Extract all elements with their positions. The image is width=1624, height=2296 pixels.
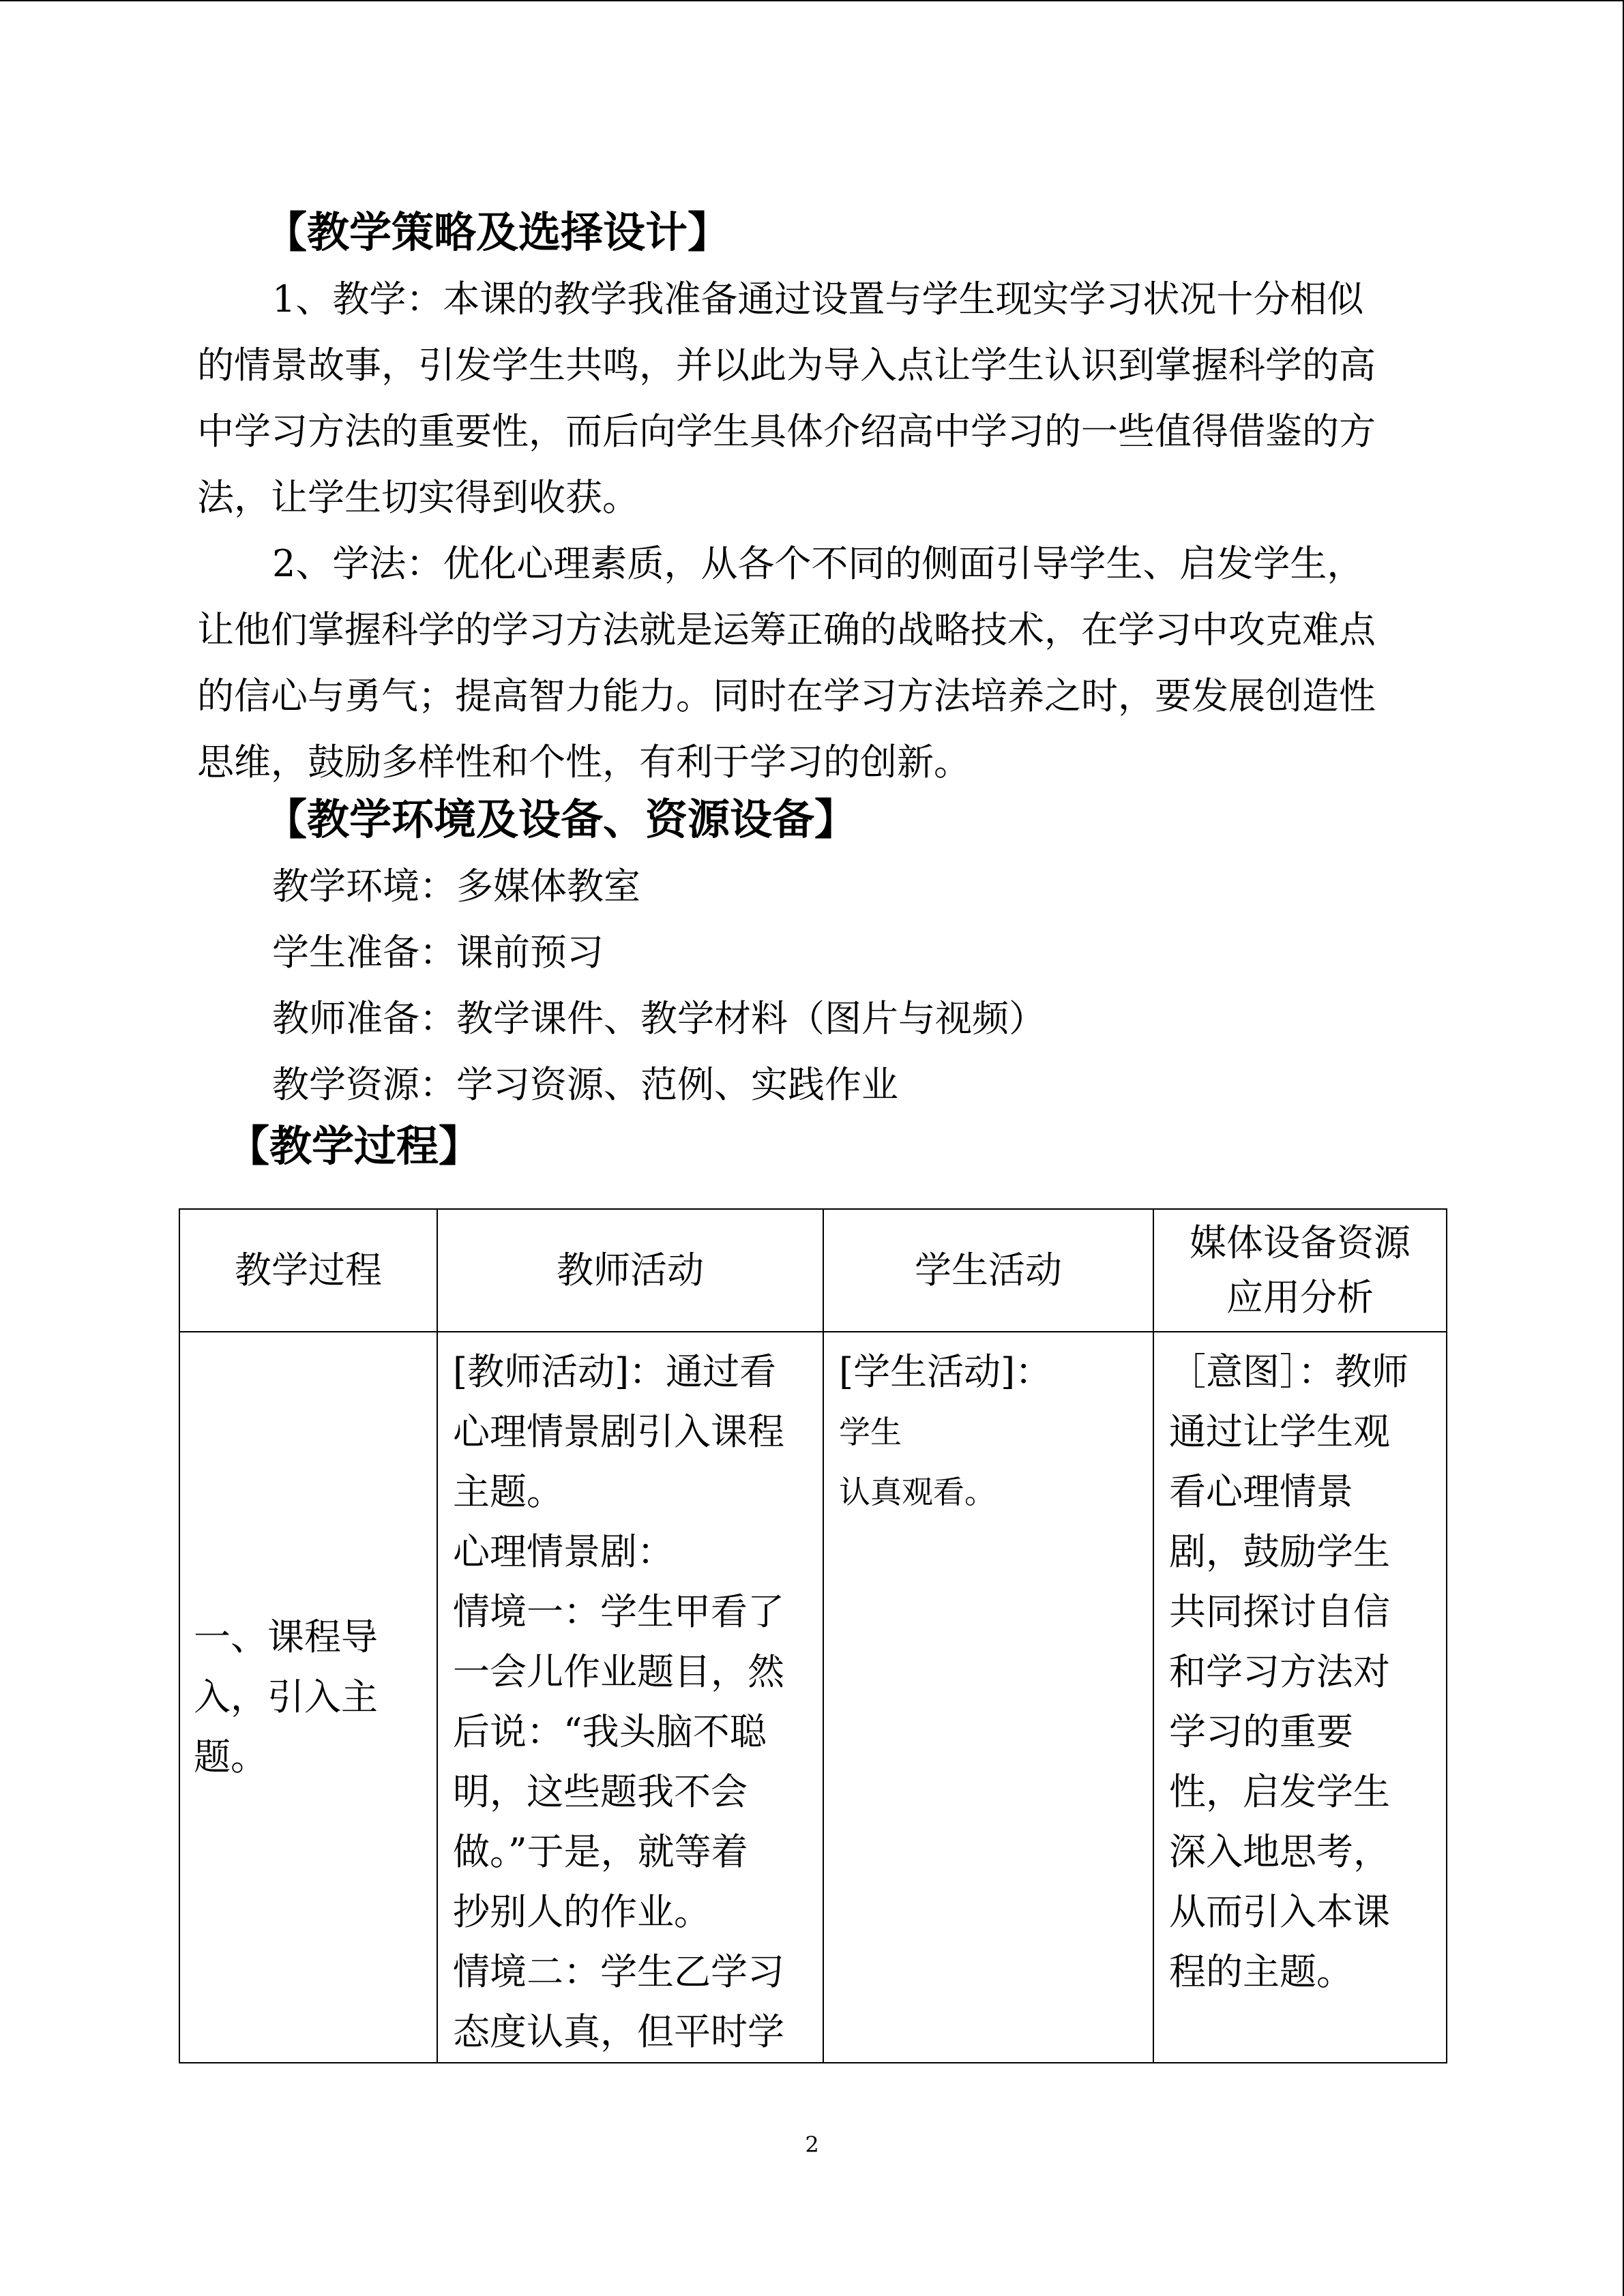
strategy-item-2-line: 2、学法：优化心理素质，从各个不同的侧面引导学生、启发学生， <box>272 542 1364 585</box>
column-header-student: 学生活动 <box>823 1209 1153 1332</box>
media-line: 程的主题。 <box>1169 1950 1353 1993</box>
strategy-item-2 <box>197 531 1415 795</box>
environment-item: 学生准备：课前预习 <box>272 931 604 974</box>
strategy-item-2-line: 让他们掌握科学的学习方法就是运筹正确的战略技术，在学习中攻克难点 <box>197 608 1376 651</box>
student-line <box>839 1342 1140 1462</box>
teacher-line: 后说：“我头脑不聪 <box>453 1710 767 1753</box>
teacher-line: 抄别人的作业。 <box>453 1890 711 1933</box>
environment-item: 教学环境：多媒体教室 <box>272 865 640 908</box>
column-header-stage: 教学过程 <box>179 1209 437 1332</box>
strategy-item-1-line: 法，让学生切实得到收获。 <box>197 476 639 519</box>
media-line: 通过让学生观 <box>1169 1410 1390 1453</box>
media-line: 看心理情景 <box>1169 1470 1353 1513</box>
student-line: 认真观看。 <box>839 1474 996 1510</box>
column-header-media-line: 媒体设备资源 <box>1190 1221 1411 1264</box>
strategy-item-1-line: 1、教学：本课的教学我准备通过设置与学生现实学习状况十分相似 <box>272 278 1364 320</box>
student-activity-prefix: [学生活动]： <box>839 1350 1052 1393</box>
student-activity-text: 学生 <box>839 1414 902 1450</box>
strategy-item-1-line: 的情景故事，引发学生共鸣，并以此为导入点让学生认识到掌握科学的高 <box>197 344 1376 387</box>
media-line: 共同探讨自信 <box>1169 1590 1390 1633</box>
teacher-line: 态度认真，但平时学 <box>453 2010 784 2053</box>
stage-line: 入，引入主 <box>194 1675 378 1718</box>
student-activity-cell <box>823 1332 1153 2063</box>
media-line: 和学习方法对 <box>1169 1650 1390 1693</box>
media-line: 剧，鼓励学生 <box>1169 1530 1390 1573</box>
teacher-line: [教师活动]：通过看 <box>453 1350 777 1393</box>
environment-item: 教学资源：学习资源、范例、实践作业 <box>272 1063 898 1106</box>
strategy-item-1-line: 中学习方法的重要性，而后向学生具体介绍高中学习的一些值得借鉴的方 <box>197 410 1376 453</box>
teacher-line: 主题。 <box>453 1470 563 1513</box>
teacher-line: 一会儿作业题目，然 <box>453 1650 784 1693</box>
process-heading: 【教学过程】 <box>227 1121 482 1171</box>
environment-list <box>272 853 1432 1118</box>
media-line: 性，启发学生 <box>1169 1770 1390 1813</box>
column-header-media-line: 应用分析 <box>1226 1276 1374 1319</box>
media-analysis-cell <box>1153 1332 1447 2063</box>
media-line: 学习的重要 <box>1169 1710 1353 1753</box>
page-number: 2 <box>805 2132 819 2158</box>
teacher-line: 做。”于是，就等着 <box>453 1830 748 1873</box>
teacher-line: 情境二：学生乙学习 <box>453 1950 784 1993</box>
strategy-heading: 【教学策略及选择设计】 <box>265 207 730 257</box>
media-line: 深入地思考， <box>1169 1830 1390 1873</box>
media-line: 从而引入本课 <box>1169 1890 1390 1933</box>
process-table <box>179 1208 1447 2063</box>
strategy-item-1 <box>197 266 1415 531</box>
strategy-item-2-line: 的信心与勇气；提高智力能力。同时在学习方法培养之时，要发展创造性 <box>197 674 1376 717</box>
strategy-item-2-line: 思维，鼓励多样性和个性，有利于学习的创新。 <box>197 741 971 784</box>
teacher-line: 心理情景剧引入课程 <box>453 1410 784 1453</box>
column-header-teacher: 教师活动 <box>437 1209 823 1332</box>
stage-line: 题。 <box>194 1735 267 1778</box>
stage-cell <box>179 1332 437 2063</box>
teacher-line: 情境一：学生甲看了 <box>453 1590 784 1633</box>
table-header-row <box>179 1209 1447 1332</box>
table-row <box>179 1332 1447 2063</box>
environment-heading: 【教学环境及设备、资源设备】 <box>265 794 857 844</box>
environment-item: 教师准备：教学课件、教学材料（图片与视频） <box>272 997 1046 1040</box>
column-header-media <box>1153 1209 1447 1332</box>
page-top-border <box>0 0 1624 1</box>
teacher-activity-cell <box>437 1332 823 2063</box>
teacher-line: 明，这些题我不会 <box>453 1770 748 1813</box>
media-line: ［意图］：教师 <box>1169 1350 1408 1393</box>
stage-line: 一、课程导 <box>194 1615 378 1658</box>
teacher-line: 心理情景剧： <box>453 1530 674 1573</box>
